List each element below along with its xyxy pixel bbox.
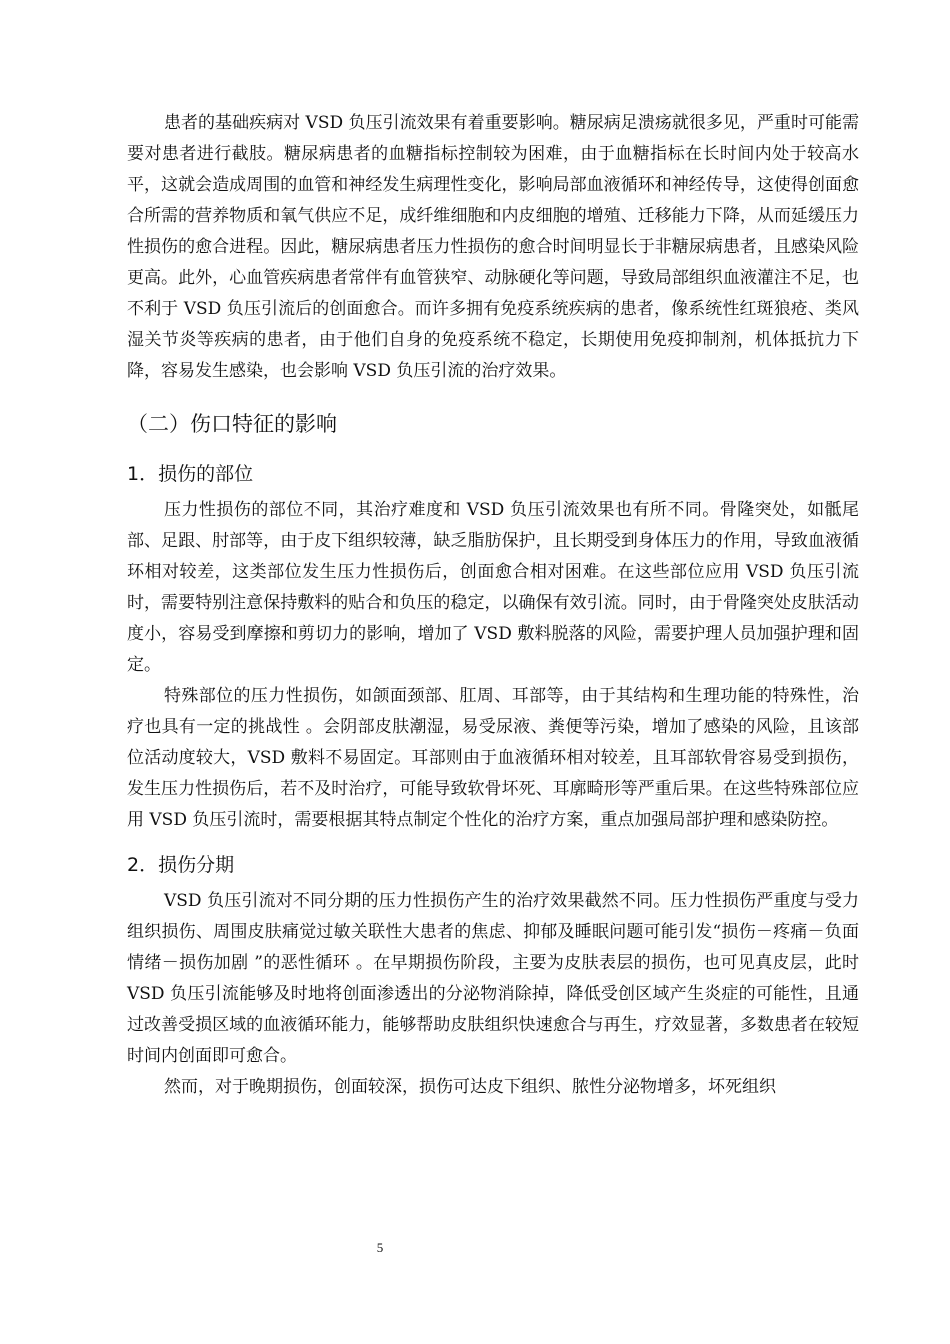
subsection-heading-stage: 2．损伤分期 [127,854,235,876]
body-paragraph: VSD 负压引流对不同分期的压力性损伤产生的治疗效果截然不同。压力性损伤严重度与受力组织损伤、周围皮肤痛觉过敏关联性大患者的焦虑、抑郁及睡眠问题可能引发“损伤－疼痛－负面情绪－损伤加剧 ”的恶性循环 。在早期损伤阶段，主要为皮肤表层的损伤，也可见真皮层，此时 VSD 负压引流能够及时地将创面渗透出的分泌物消除掉，降低受创区域产生炎症的可能性，且通过改善受损区域的血液循环能力，能够帮助皮肤组织快速愈合与再生，疗效显著，多数患者在较短时间内创面即可愈合。 [127,891,859,1066]
section-heading: （二）伤口特征的影响 [127,412,337,436]
body-paragraph: 特殊部位的压力性损伤，如颌面颈部、肛周、耳部等，由于其结构和生理功能的特殊性，治疗也具有一定的挑战性 。会阴部皮肤潮湿，易受尿液、粪便等污染，增加了感染的风险，且该部位活动度较大，VSD 敷料不易固定。耳部则由于血液循环相对较差，且耳部软骨容易受到损伤，发生压力性损伤后，若不及时治疗，可能导致软骨坏死、耳廓畸形等严重后果。在这些特殊部位应用 VSD 负压引流时，需要根据其特点制定个性化的治疗方案，重点加强局部护理和感染防控。 [127,686,859,830]
page-number: 5 [376,1240,384,1255]
subsection-heading-location: 1．损伤的部位 [127,463,254,485]
body-paragraph: 然而，对于晚期损伤，创面较深，损伤可达皮下组织、脓性分泌物增多，坏死组织 [164,1077,776,1097]
body-paragraph: 压力性损伤的部位不同，其治疗难度和 VSD 负压引流效果也有所不同。骨隆突处，如骶尾部、足跟、肘部等，由于皮下组织较薄，缺乏脂肪保护，且长期受到身体压力的作用，导致血液循环相对较差，这类部位发生压力性损伤后，创面愈合相对困难。在这些部位应用 VSD 负压引流时，需要特别注意保持敷料的贴合和负压的稳定，以确保有效引流。同时，由于骨隆突处皮肤活动度小，容易受到摩擦和剪切力的影响，增加了 VSD 敷料脱落的风险，需要护理人员加强护理和固定。 [127,500,859,675]
page-content [127,108,859,1103]
body-paragraph: 患者的基础疾病对 VSD 负压引流效果有着重要影响。糖尿病足溃疡就很多见，严重时可能需要对患者进行截肢。糖尿病患者的血糖指标控制较为困难，由于血糖指标在长时间内处于较高水平，这就会造成周围的血管和神经发生病理性变化，影响局部血液循环和神经传导，这使得创面愈合所需的营养物质和氧气供应不足，成纤维细胞和内皮细胞的增殖、迁移能力下降，从而延缓压力性损伤的愈合进程。因此，糖尿病患者压力性损伤的愈合时间明显长于非糖尿病患者，且感染风险更高。此外，心血管疾病患者常伴有血管狭窄、动脉硬化等问题，导致局部组织血液灌注不足，也不利于 VSD 负压引流后的创面愈合。而许多拥有免疫系统疾病的患者，像系统性红斑狼疮、类风湿关节炎等疾病的患者，由于他们自身的免疫系统不稳定，长期使用免疫抑制剂，机体抵抗力下降，容易发生感染，也会影响 VSD 负压引流的治疗效果。 [127,113,859,381]
